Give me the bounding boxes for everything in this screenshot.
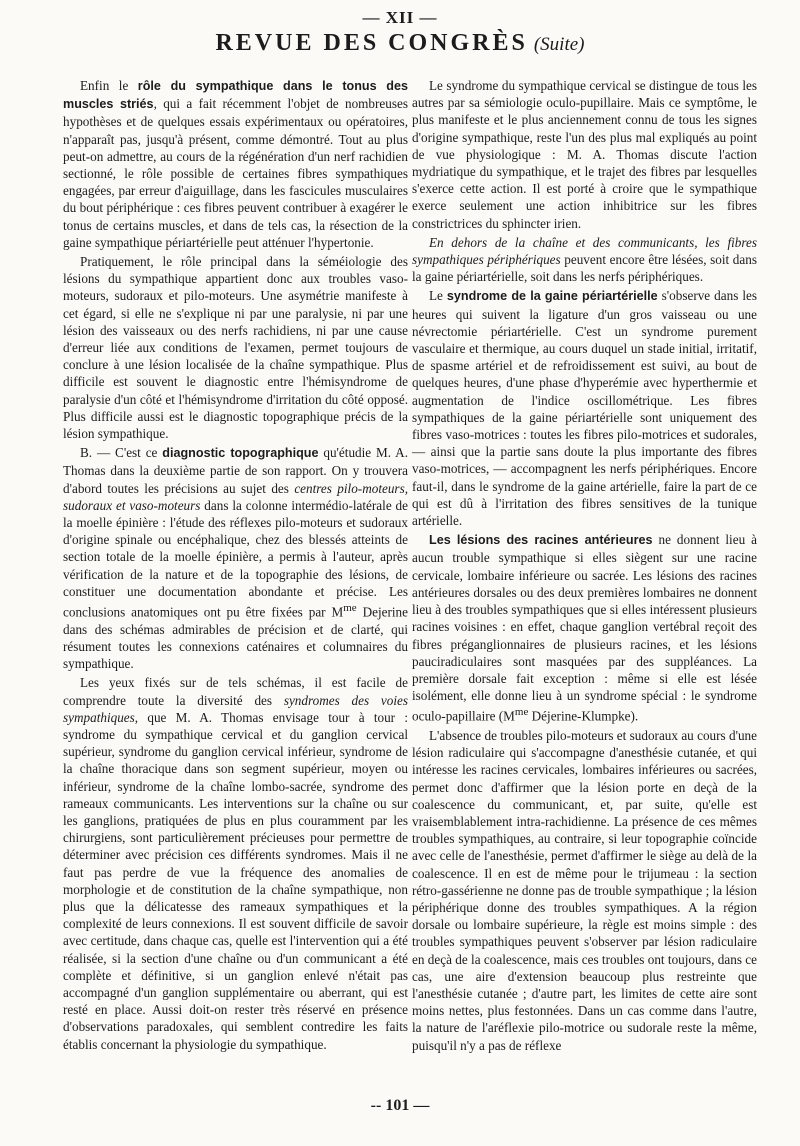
page-number-bottom: -- 101 — — [370, 1097, 430, 1114]
paragraph: Le syndrome de la gaine périartérielle s'observe dans les heures qui suivent la ligature d'un gros vaisseau ou une névrectomie périartérielle. C'est un syndrome purement vasculaire et thermique, au cours duquel un stade initial, irritatif, de spasme artériel et de refroidissement est suivi, au bout de quelques heures, d'une phase d'hyperémie avec hyperthermie et augmentation de l'indice oscillométrique. Les fibres sympathiques de la gaine périartérielle sont uniquement des fibres vaso-motrices : toutes les fibres pilo-motrices et sudorales, — ainsi que la partie sans doute la plus importante des fibres vaso-motrices, — accompagnent les nerfs périphériques. Encore faut-il, dans le syndrome de la gaine artérielle, faire la part de ce qui est dû à l'irritation des fibres sensitives de la tunique artérielle. — [412, 288, 757, 529]
paragraph: Enfin le rôle du sympathique dans le tonus des muscles striés, qui a fait récemment l'objet de nombreuses hypothèses et de quelques essais expérimentaux ou opératoires, n'apparaît pas, jusqu'à présent, comme démontré. Tout au plus peut-on admettre, au cours de la régénération d'un nerf rachidien sectionné, le rôle possible de certaines fibres sympathiques engagées, par erreur d'aiguillage, dans les fascicules musculaires du bout périphérique : ces fibres peuvent contribuer à exagérer le tonus de certains muscles, et dans de tels cas, la résection de la gaine sympathique périartérielle peut atténuer l'hypertonie. — [63, 78, 408, 250]
header-suffix: (Suite) — [533, 34, 585, 55]
right-column — [412, 77, 757, 1056]
paragraph: Les lésions des racines antérieures ne donnent lieu à aucun trouble sympathique si elles siègent sur une racine cervicale, lombaire inférieure ou sacrée. Les lésions des racines antérieures dorsales ou des deux premières lombaires ne donnent lieu à des troubles sympathiques que si elles intéressent plusieurs racines voisines : en effet, chaque ganglion vertébral reçoit des fibres préganglionnaires de plusieurs racines, et les lésions pauciradiculaires sont masquées par des suppléances. La première dorsale fait exception : même si elle est lésée isolément, elle donne lieu à un syndrome spécial : le syndrome oculo-papillaire ($M^{me}$ Déjerine-Klumpke). — [412, 532, 757, 724]
paragraph: En dehors de la chaîne et des communicants, les fibres sympathiques périphériques peuvent encore être lésées, soit dans la gaine périartérielle, soit dans les nerfs périphériques. — [412, 234, 757, 285]
page-header — [0, 30, 800, 57]
paragraph: Les yeux fixés sur de tels schémas, il est facile de comprendre toute la diversité des syndromes des voies sympathiques, que M. A. Thomas envisage tour à tour : syndrome du sympathique cervical et du ganglion cervical supérieur, syndrome du ganglion cervical inférieur, syndrome de la chaîne thoracique dans son segment supérieur, moyen ou inférieur, syndrome de la chaîne lombo-sacrée, syndrome des rameaux communicants. Les interventions sur la chaîne ou sur les ganglions, pratiquées de plus en plus couramment par les chirurgiens, sont particulièrement précieuses pour permettre de déterminer avec précision ces différents syndromes. Mais il ne faut pas perdre de vue la fréquence des anomalies de morphologie et de constitution de la chaîne sympathique, non plus que la délicatesse des rameaux sympathiques et la complexité de leurs connexions. Il est souvent difficile de savoir avec certitude, dans chaque cas, quelle est l'intervention qui a été réalisée, si la section d'une chaîne ou d'un communicant a été complète et définitive, si un ganglion enlevé n'était pas accompagné d'un ganglion supplémentaire ou aberrant, qui est resté en place. Aussi doit-on rester très réservé en présence d'observations paradoxales, qui semblent contredire les faits établis concernant la physiologie du sympathique. — [63, 675, 408, 1052]
paragraph: L'absence de troubles pilo-moteurs et sudoraux au cours d'une lésion radiculaire qui s'accompagne d'anesthésie cutanée, et qui intéresse les racines cervicales, lombaires inférieures ou sacrées, permet donc d'affirmer que la lésion porte en deçà de la coalescence du communicant, et, par suite, qu'elle est vraisemblablement intra-rachidienne. La présence de ces mêmes troubles sympathiques, au contraire, si leur topographie coïncide avec celle de l'anesthésie, permet d'affirmer le siège au delà de la coalescence. Il en est de même pour le trijumeau : la section rétro-gassérienne ne donne pas de trouble sympathique ; la lésion périphérique donne des troubles sympathiques. A la région dorsale ou lombaire supérieure, la règle est moins simple : des troubles sympathiques peuvent s'observer par lésion radiculaire en deçà de la coalescence, mais ces troubles ont toujours, dans ce cas, une aire d'extension beaucoup plus restreinte que l'anesthésie cutanée ; d'autre part, les limites de cette aire sont moins nettes, plus festonnées. Dans un cas comme dans l'autre, la nature de l'aréflexie pilo-motrice ou sudorale reste la même, puisqu'il n'y a pas de réflexe — [412, 727, 757, 1053]
paragraph: Pratiquement, le rôle principal dans la séméiologie des lésions du sympathique appartient donc aux troubles vaso-moteurs, sudoraux et pilo-moteurs. Une asymétrie manifeste à cet égard, si elle ne s'explique ni par une paralysie, ni par une lésion des vaisseaux ou des nerfs rachidiens, ni par une cause d'erreur liée aux conditions de l'examen, permet toujours de conclure à une lésion localisée de la chaîne sympathique. Plus difficile est souvent le diagnostic entre l'hémisyndrome de paralysie d'un côté et l'hémisyndrome d'irritation du côté opposé. Plus difficile aussi est le diagnostic topographique précis de la lésion sympathique. — [63, 254, 408, 442]
paragraph: Le syndrome du sympathique cervical se distingue de tous les autres par sa sémiologie oculo-pupillaire. Mais ce symptôme, le plus manifeste et le plus anciennement connu de tous les signes d'origine sympathique, reste l'un des plus mal expliqués au point de vue physiologique : M. A. Thomas discute l'action mydriatique du sympathique, et le trajet des fibres par lesquelles s'exerce cette action. Il est porté à croire que le sympathique exerce seulement une action inhibitrice sur les fibres constrictrices du sphincter irien. — [412, 78, 757, 231]
left-column — [63, 77, 408, 1055]
paragraph: B. — C'est ce diagnostic topographique qu'étudie M. A. Thomas dans la deuxième partie de son rapport. On y trouvera d'abord toutes les précisions au sujet des centres pilo-moteurs, sudoraux et vaso-moteurs dans la colonne intermédio-latérale de la moelle épinière : l'étude des réflexes pilo-moteurs et sudoraux d'origine spinale ou encéphalique, chez des blessés atteints de section totale de la moelle épinière, a permis à l'auteur, après vérification de la nature et de la topographie des lésions, de constituer une documentation abondante et précise. Les conclusions anatomiques ont pu être fixées par $M^{me}$ Dejerine dans des schémas admirables de précision et de clarté, qui résument toutes les connexions caténaires et columnaires du sympathique. — [63, 445, 409, 672]
page-number-top: — XII — — [362, 8, 438, 27]
header-title: REVUE DES CONGRÈS — [215, 30, 528, 56]
